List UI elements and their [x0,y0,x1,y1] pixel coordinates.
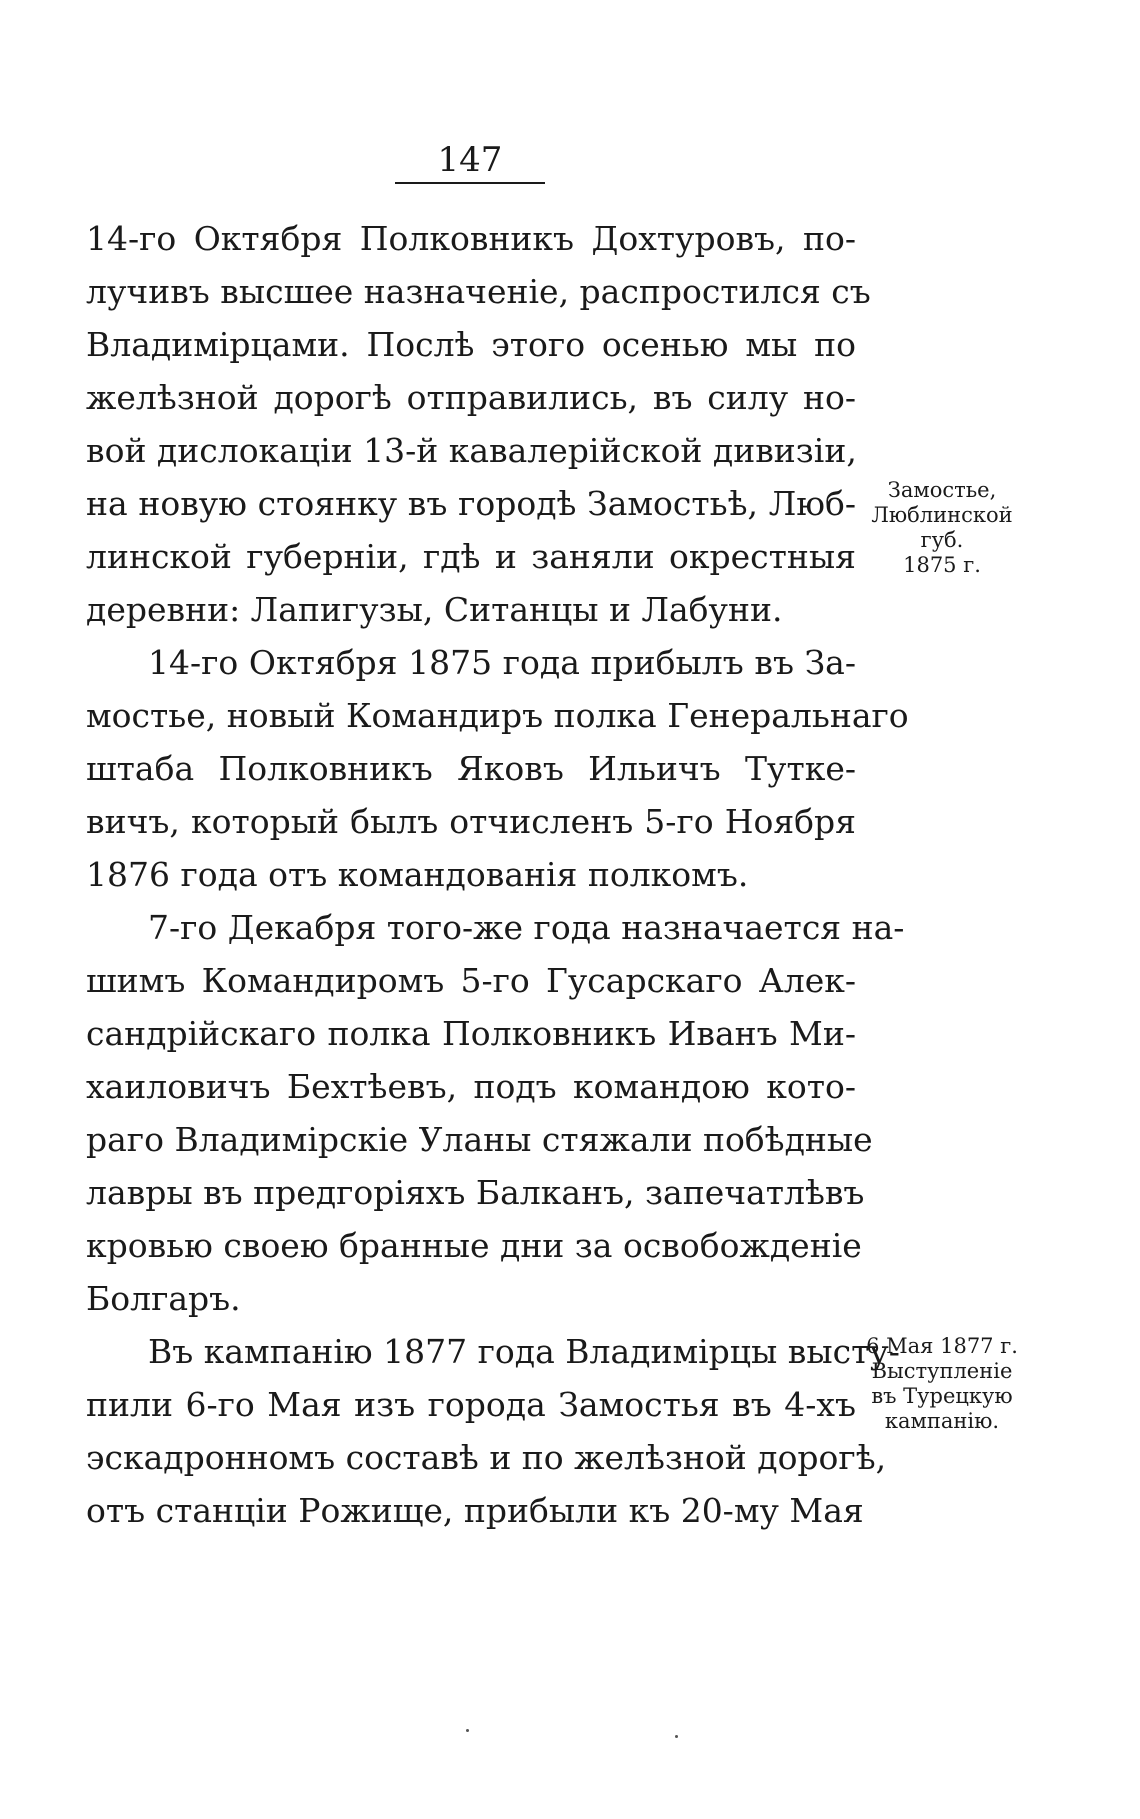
margin-note [862,478,1022,578]
page-number: 147 [395,140,545,184]
text-line: Въ кампанію 1877 года Владимірцы высту- [148,1332,900,1371]
text-line: 7-го Декабря того-же года назначается на- [148,908,905,947]
text-line: кровью своею бранные дни за освобожденіе [86,1226,862,1265]
paragraph [86,901,905,1325]
text-line: деревни: Лапигузы, Ситанцы и Лабуни. [86,590,783,629]
paragraph [86,1325,900,1537]
text-line: шимъ Командиромъ 5-го Гусарскаго Алек- [86,961,856,1000]
text-line: сандрійскаго полка Полковникъ Иванъ Ми- [86,1014,856,1053]
paper-speck [466,1729,469,1732]
text-line: линской губерніи, гдѣ и заняли окрестныя [86,537,856,576]
text-line: эскадронномъ составѣ и по желѣзной дорогѣ, [86,1438,887,1477]
text-line: лавры въ предгоріяхъ Балканъ, запечатлѣвъ [86,1173,865,1212]
text-line: вичъ, который былъ отчисленъ 5-го Ноября [86,802,856,841]
margin-note-line: кампанію. [884,1409,1000,1433]
paragraph [86,636,909,901]
paper-speck [675,1735,678,1738]
paragraph [86,212,871,636]
margin-note-line: Люблинской [871,503,1013,527]
margin-note-line: Выступленіе [871,1359,1013,1383]
text-line: Болгаръ. [86,1279,241,1318]
margin-note-line: Замостье, [887,478,997,502]
text-line: 1876 года отъ командованія полкомъ. [86,855,749,894]
text-line: на новую стоянку въ городѣ Замостьѣ, Люб- [86,484,856,523]
text-line: лучивъ высшее назначеніе, распростился съ [86,272,871,311]
text-line: 14-го Октября Полковникъ Дохтуровъ, по- [86,219,856,258]
text-line: желѣзной дорогѣ отправились, въ силу но- [86,378,856,417]
margin-note [862,1334,1022,1434]
text-line: штаба Полковникъ Яковъ Ильичъ Тутке- [86,749,856,788]
text-line: отъ станціи Рожище, прибыли къ 20-му Мая [86,1491,864,1530]
margin-note-line: 1875 г. [903,553,981,577]
margin-note-line: губ. [920,528,964,552]
text-line: вой дислокаціи 13-й кавалерійской дивизіи, [86,431,857,470]
text-line: мостье, новый Командиръ полка Генеральнаго [86,696,909,735]
margin-note-line: 6 Мая 1877 г. [866,1334,1018,1358]
body-text [86,212,909,1537]
text-line: 14-го Октября 1875 года прибылъ въ За- [148,643,856,682]
text-line: хаиловичъ Бехтѣевъ, подъ командою кото- [86,1067,856,1106]
text-line: Владимірцами. Послѣ этого осенью мы по [86,325,856,364]
text-line: раго Владимірскіе Уланы стяжали побѣдные [86,1120,873,1159]
margin-note-line: въ Турецкую [871,1384,1013,1408]
text-line: пили 6-го Мая изъ города Замостья въ 4-хъ [86,1385,856,1424]
